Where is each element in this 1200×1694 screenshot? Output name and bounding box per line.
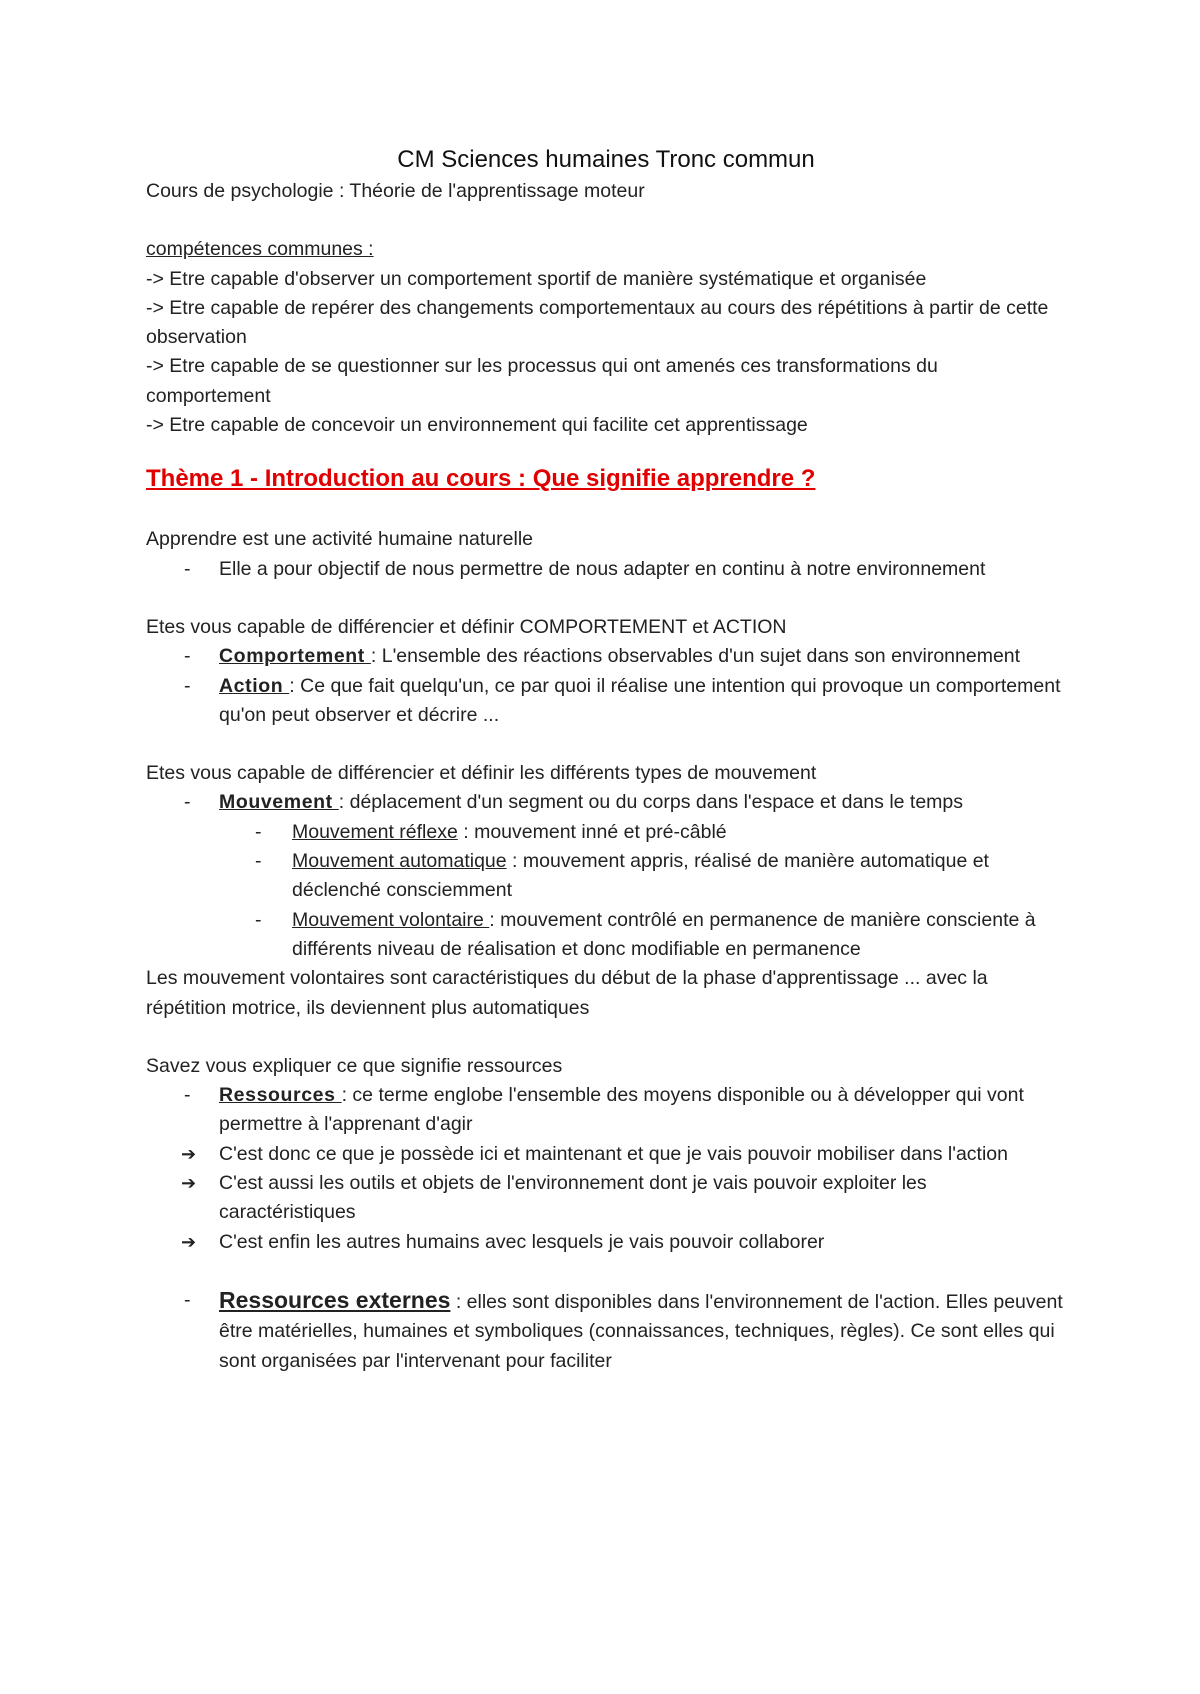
- competence-line: -> Etre capable de concevoir un environnement qui facilite cet apprentissage: [146, 414, 808, 437]
- list-item: [146, 642, 1066, 671]
- page-title: CM Sciences humaines Tronc commun: [397, 146, 815, 173]
- definition-comportement: : L'ensemble des réactions observables d'un sujet dans son environnement: [370, 645, 1021, 668]
- sub-list-item: [146, 818, 1066, 847]
- term-action: Action: [219, 674, 290, 697]
- list-item: [146, 555, 1066, 584]
- dash-marker: -: [184, 791, 191, 814]
- arrow-item-text: C'est donc ce que je possède ici et maintenant et que je vais pouvoir mobiliser dans l'action: [219, 1142, 1008, 1165]
- competence-line: -> Etre capable de se questionner sur les processus qui ont amenés ces transformations du comportement: [146, 355, 938, 407]
- definition-ressources-externes: : elles sont disponibles dans l'environnement de l'action. Elles peuvent être matérielles, humaines et symboliques (connaissances, techniques, règles). Ce sont elles qui sont organisées par l'intervenant pour faciliter: [219, 1290, 1063, 1372]
- arrow-item: [146, 1140, 1066, 1169]
- question-mouvement: Etes vous capable de différencier et définir les différents types de mouvement: [146, 762, 817, 785]
- list-item: [146, 1081, 1066, 1140]
- definition-ressources: : ce terme englobe l'ensemble des moyens disponible ou à développer qui vont permettre à l'apprenant d'agir: [219, 1084, 1024, 1136]
- arrow-item: [146, 1169, 1066, 1228]
- dash-marker: -: [184, 1084, 191, 1107]
- dash-marker: -: [184, 1288, 191, 1311]
- arrow-right-icon: ➔: [181, 1173, 197, 1194]
- dash-marker: -: [184, 645, 191, 668]
- list-item: [146, 672, 1066, 731]
- list-item: [146, 1286, 1066, 1376]
- arrow-right-icon: ➔: [181, 1231, 197, 1252]
- list-item: [146, 788, 1066, 817]
- competence-line: -> Etre capable de repérer des changements comportementaux au cours des répétitions à partir de cette observation: [146, 296, 1049, 349]
- arrow-item: [146, 1228, 1066, 1257]
- term-mouvement-automatique: Mouvement automatique: [292, 850, 507, 873]
- question-comportement-action: Etes vous capable de différencier et définir COMPORTEMENT et ACTION: [146, 615, 787, 638]
- term-ressources-externes: Ressources externes: [219, 1286, 451, 1313]
- competences-heading: compétences communes :: [146, 238, 374, 261]
- sub-list-item: [146, 847, 1066, 906]
- intro-text: Apprendre est une activité humaine naturelle: [146, 528, 533, 551]
- dash-marker: -: [255, 820, 262, 843]
- list-item-text: Elle a pour objectif de nous permettre de nous adapter en continu à notre environnement: [219, 557, 986, 580]
- course-subtitle: Cours de psychologie : Théorie de l'apprentissage moteur: [146, 180, 645, 202]
- dash-marker: -: [255, 908, 262, 931]
- term-ressources: Ressources: [219, 1084, 342, 1107]
- definition-action: : Ce que fait quelqu'un, ce par quoi il réalise une intention qui provoque un comportement qu'on peut observer et décrire ...: [219, 674, 1061, 726]
- competence-line: -> Etre capable d'observer un comportement sportif de manière systématique et organisée: [146, 267, 927, 290]
- term-mouvement-reflexe: Mouvement réflexe: [292, 820, 458, 843]
- definition-mouvement: : déplacement d'un segment ou du corps dans l'espace et dans le temps: [338, 791, 964, 814]
- volontaire-note: Les mouvement volontaires sont caractéristiques du début de la phase d'apprentissage ... avec la répétition motrice, ils deviennent plus automatiques: [146, 967, 988, 1019]
- definition-mouvement-volontaire: : mouvement contrôlé en permanence de manière consciente à différents niveau de réalisation et donc modifiable en permanence: [292, 908, 1036, 960]
- dash-marker: -: [255, 850, 262, 873]
- dash-marker: -: [184, 557, 191, 580]
- theme-heading: Thème 1 - Introduction au cours : Que signifie apprendre ?: [146, 465, 816, 493]
- arrow-right-icon: ➔: [181, 1143, 197, 1164]
- definition-mouvement-automatique: : mouvement appris, réalisé de manière automatique et déclenché consciemment: [292, 850, 989, 902]
- arrow-item-text: C'est aussi les outils et objets de l'environnement dont je vais pouvoir exploiter les caractéristiques: [219, 1172, 927, 1224]
- arrow-item-text: C'est enfin les autres humains avec lesquels je vais pouvoir collaborer: [219, 1230, 825, 1253]
- term-mouvement: Mouvement: [219, 791, 339, 814]
- sub-list-item: [146, 906, 1066, 965]
- question-ressources: Savez vous expliquer ce que signifie ressources: [146, 1054, 563, 1077]
- dash-marker: -: [184, 674, 191, 697]
- term-mouvement-volontaire: Mouvement volontaire: [292, 908, 490, 931]
- term-comportement: Comportement: [219, 645, 371, 668]
- definition-mouvement-reflexe: : mouvement inné et pré-câblé: [457, 820, 727, 843]
- document-body: [146, 143, 1066, 1376]
